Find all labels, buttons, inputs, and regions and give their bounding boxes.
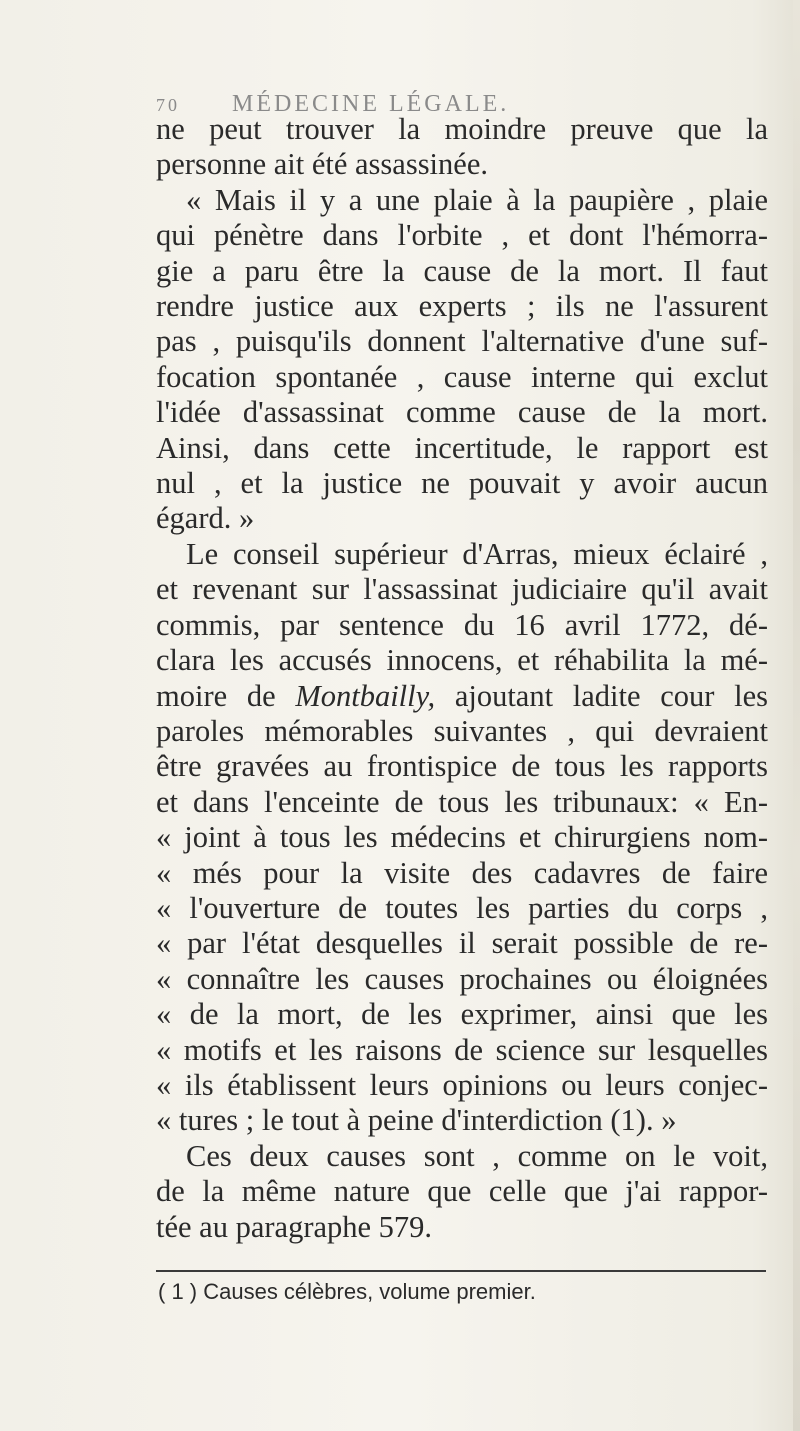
text-line: ne peut trouver la moindre preuve que la <box>156 112 768 146</box>
text-line: tée au paragraphe 579. <box>156 1209 433 1244</box>
text-line: Ainsi, dans cette incertitude, le rapport est <box>156 430 768 465</box>
text-line: « joint à tous les médecins et chirurgiens nom- <box>156 820 768 855</box>
text-line: Ces deux causes sont , comme on le voit, <box>186 1138 768 1173</box>
running-title: MÉDECINE LÉGALE. <box>232 91 510 117</box>
text-line: et revenant sur l'assassinat judiciaire qu'il avait <box>156 572 768 607</box>
page-number: 70 <box>156 95 180 115</box>
text-line: gie a paru être la cause de la mort. Il faut <box>156 253 768 288</box>
text-line: égard. » <box>156 501 255 536</box>
text-segment: ajoutant ladite cour les <box>435 678 768 713</box>
body-text <box>156 112 768 1245</box>
text-line: focation spontanée , cause interne qui exclut <box>156 359 768 394</box>
text-line: rendre justice aux experts ; ils ne l'assurent <box>156 289 768 324</box>
text-line: « par l'état desquelles il serait possible de re- <box>156 926 768 961</box>
text-line: de la même nature que celle que j'ai rappor- <box>156 1174 768 1209</box>
text-line: « motifs et les raisons de science sur lesquelles <box>156 1032 768 1067</box>
text-line: « més pour la visite des cadavres de faire <box>156 855 768 890</box>
text-line: Le conseil supérieur d'Arras, mieux éclairé , <box>186 536 768 571</box>
text-line: « ils établissent leurs opinions ou leurs conjec- <box>156 1067 768 1102</box>
text-line: pas , puisqu'ils donnent l'alternative d'une suf- <box>156 324 768 359</box>
text-line: l'idée d'assassinat comme cause de la mort. <box>156 395 768 430</box>
text-line: clara les accusés innocens, et réhabilita la mé- <box>156 643 768 678</box>
footnote: ( 1 ) Causes célèbres, volume premier. <box>158 1279 536 1304</box>
text-line: « tures ; le tout à peine d'interdiction (1). » <box>156 1103 677 1138</box>
text-line: paroles mémorables suivantes , qui devraient <box>156 713 768 748</box>
text-segment: moire de <box>156 678 296 713</box>
footnote-rule <box>156 1270 766 1272</box>
text-line: commis, par sentence du 16 avril 1772, dé- <box>156 607 768 642</box>
text-line: être gravées au frontispice de tous les rapports <box>156 749 768 784</box>
text-line: « de la mort, de les exprimer, ainsi que les <box>156 997 768 1032</box>
page-edge <box>793 0 800 1431</box>
text-line: qui pénètre dans l'orbite , et dont l'hémorra- <box>156 218 768 253</box>
text-line: nul , et la justice ne pouvait y avoir aucun <box>156 466 768 501</box>
text-line: « connaître les causes prochaines ou éloignées <box>156 961 768 996</box>
text-line: « l'ouverture de toutes les parties du corps , <box>156 890 768 925</box>
italic-name: Montbailly, <box>295 678 436 713</box>
text-line: personne ait été assassinée. <box>156 147 488 182</box>
text-line: et dans l'enceinte de tous les tribunaux: « En- <box>156 784 768 819</box>
text-line: « Mais il y a une plaie à la paupière , plaie <box>186 182 768 217</box>
text-line <box>156 679 768 714</box>
